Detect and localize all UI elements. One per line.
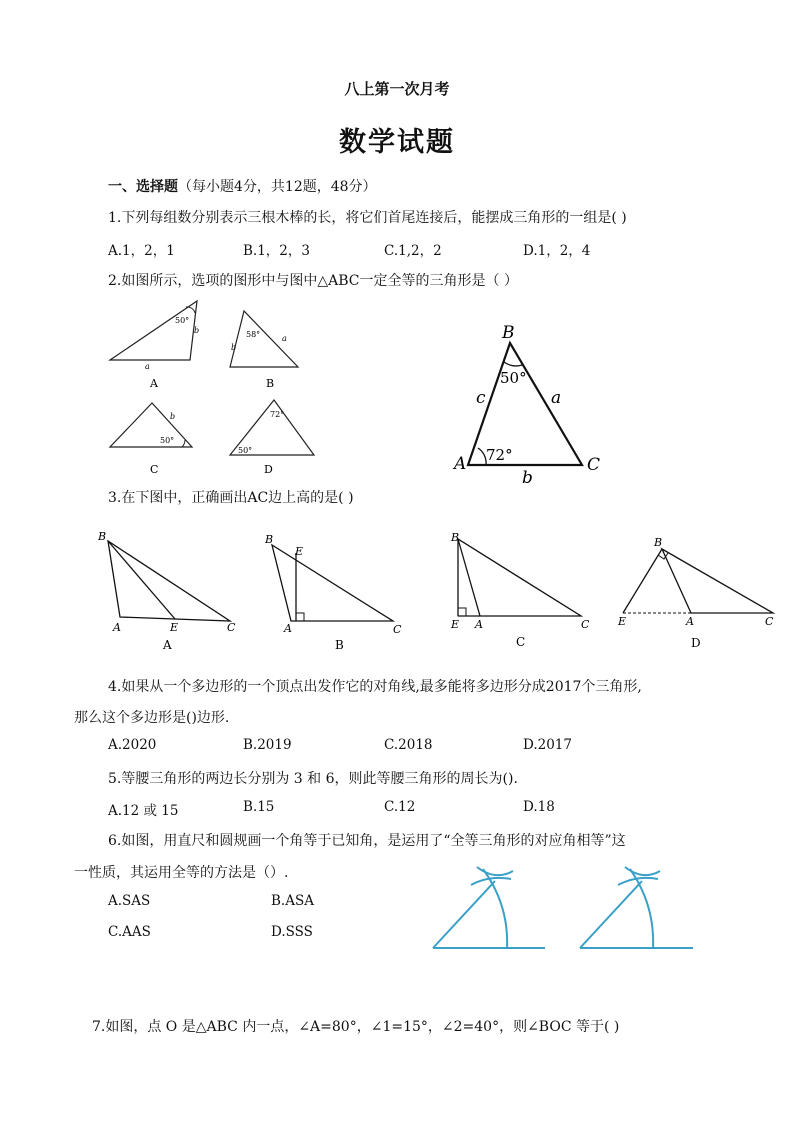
q2-vertex-b: B xyxy=(502,323,515,343)
q3a-a: A xyxy=(113,621,121,634)
q3b-a: A xyxy=(284,622,292,635)
q3c-b: B xyxy=(451,531,460,544)
q2-side-b-a: b xyxy=(194,326,200,335)
q3a-b: B xyxy=(98,530,107,543)
q2-vertex-c: C xyxy=(587,455,601,475)
q3d-a: A xyxy=(686,615,694,628)
q2-angle-arc-c xyxy=(182,440,185,447)
q2-angle-arc-a xyxy=(478,448,486,465)
q1-option-c: C.1,2，2 xyxy=(384,243,442,259)
exam-subtitle: 八上第一次月考 xyxy=(344,80,450,98)
q2-triangle-a xyxy=(110,301,200,360)
q3b-b: B xyxy=(265,533,274,546)
q2-angle-c: 50° xyxy=(160,436,175,445)
q2-angle-b: 58° xyxy=(246,330,261,339)
q6-option-c: C.AAS xyxy=(108,924,151,940)
q5-option-c: C.12 xyxy=(384,799,416,815)
q2-options-figure xyxy=(100,295,330,475)
q2-side-a-b: a xyxy=(282,334,287,343)
q3d-caption: D xyxy=(691,636,701,650)
q2-side-a-a: a xyxy=(145,362,150,371)
section-heading xyxy=(108,176,377,196)
q3c-e: E xyxy=(451,618,460,631)
q4-option-d: D.2017 xyxy=(523,737,572,753)
q2-label-a: A xyxy=(150,377,158,390)
question-3: 3.在下图中，正确画出AC边上高的是( ) xyxy=(108,490,354,506)
q2-vertex-a: A xyxy=(454,454,467,474)
q5-option-d: D.18 xyxy=(523,799,555,815)
question-5: 5.等腰三角形的两边长分别为 3 和 6，则此等腰三角形的周长为(). xyxy=(108,771,518,787)
question-4-line-2: 那么这个多边形是()边形. xyxy=(74,710,230,726)
section-note: （每小题4分，共12题，48分） xyxy=(178,179,377,195)
question-7: 7.如图，点 O 是△ABC 内一点，∠A=80°，∠1=15°，∠2=40°，则∠BOC 等于( ) xyxy=(92,1019,620,1035)
q3c-c: C xyxy=(581,618,590,631)
q3b-c: C xyxy=(393,623,402,636)
q5-option-b: B.15 xyxy=(243,799,275,815)
q2-angle-b-value: 50° xyxy=(500,369,527,387)
q3b-caption: B xyxy=(335,638,344,652)
q6-option-b: B.ASA xyxy=(271,893,314,909)
q4-option-c: C.2018 xyxy=(384,737,433,753)
question-2: 2.如图所示，选项的图形中与图中△ABC一定全等的三角形是（ ） xyxy=(108,273,518,289)
q2-triangle-b xyxy=(230,311,298,367)
q3d-e: E xyxy=(618,615,627,628)
q3c-a: A xyxy=(475,618,483,631)
q5-option-a: A.12 或 15 xyxy=(108,803,179,819)
q1-option-a: A.1，2，1 xyxy=(108,243,175,259)
section-label: 一、选择题 xyxy=(108,179,178,195)
question-4-line-1: 4.如果从一个多边形的一个顶点出发作它的对角线,最多能将多边形分成2017个三角形, xyxy=(108,679,642,695)
q3b-e: E xyxy=(295,545,304,558)
q3a-c: C xyxy=(227,621,236,634)
q1-option-d: D.1，2，4 xyxy=(523,243,591,259)
question-6-line-1: 6.如图，用直尺和圆规画一个角等于已知角，是运用了“全等三角形的对应角相等”这 xyxy=(108,833,626,849)
q2-angle-d-bottom: 50° xyxy=(238,446,253,455)
q3-figure-a xyxy=(97,530,236,652)
q3-figures xyxy=(95,525,785,655)
q3d-c: C xyxy=(765,615,774,628)
q2-side-b-b: b xyxy=(231,343,237,352)
q6-option-a: A.SAS xyxy=(108,893,151,909)
q4-option-b: B.2019 xyxy=(243,737,292,753)
q3-figure-d xyxy=(617,536,774,650)
question-1: 1.下列每组数分别表示三根木棒的长，将它们首尾连接后，能摆成三角形的一组是( ) xyxy=(108,210,627,226)
question-6-line-2: 一性质，其运用全等的方法是（）. xyxy=(74,865,289,881)
q2-angle-arc-b xyxy=(504,362,522,366)
q2-main-triangle xyxy=(450,320,620,490)
q3c-caption: C xyxy=(516,635,526,649)
q6-option-d: D.SSS xyxy=(271,924,313,940)
q4-option-a: A.2020 xyxy=(108,737,157,753)
q3-figure-b xyxy=(264,533,402,652)
q3a-e: E xyxy=(170,621,179,634)
q2-triangle-c xyxy=(110,403,192,447)
q2-side-b: b xyxy=(522,468,533,488)
q2-label-d: D xyxy=(264,463,273,476)
q3d-b: B xyxy=(654,536,663,549)
q2-angle-a-value: 72° xyxy=(486,446,513,464)
page-title: 数学试题 xyxy=(339,127,455,158)
q2-side-a: a xyxy=(551,388,562,408)
q2-angle-a: 50° xyxy=(175,316,190,325)
q2-side-b-c: b xyxy=(170,412,176,421)
q2-label-c: C xyxy=(150,463,159,476)
q6-construction-figure xyxy=(425,855,725,965)
q3-figure-c xyxy=(450,531,590,649)
q2-side-c: c xyxy=(476,388,486,408)
q1-option-b: B.1，2，3 xyxy=(243,243,310,259)
q3a-caption: A xyxy=(163,638,172,652)
q2-angle-d-top: 72° xyxy=(270,410,285,419)
q2-label-b: B xyxy=(266,377,275,390)
